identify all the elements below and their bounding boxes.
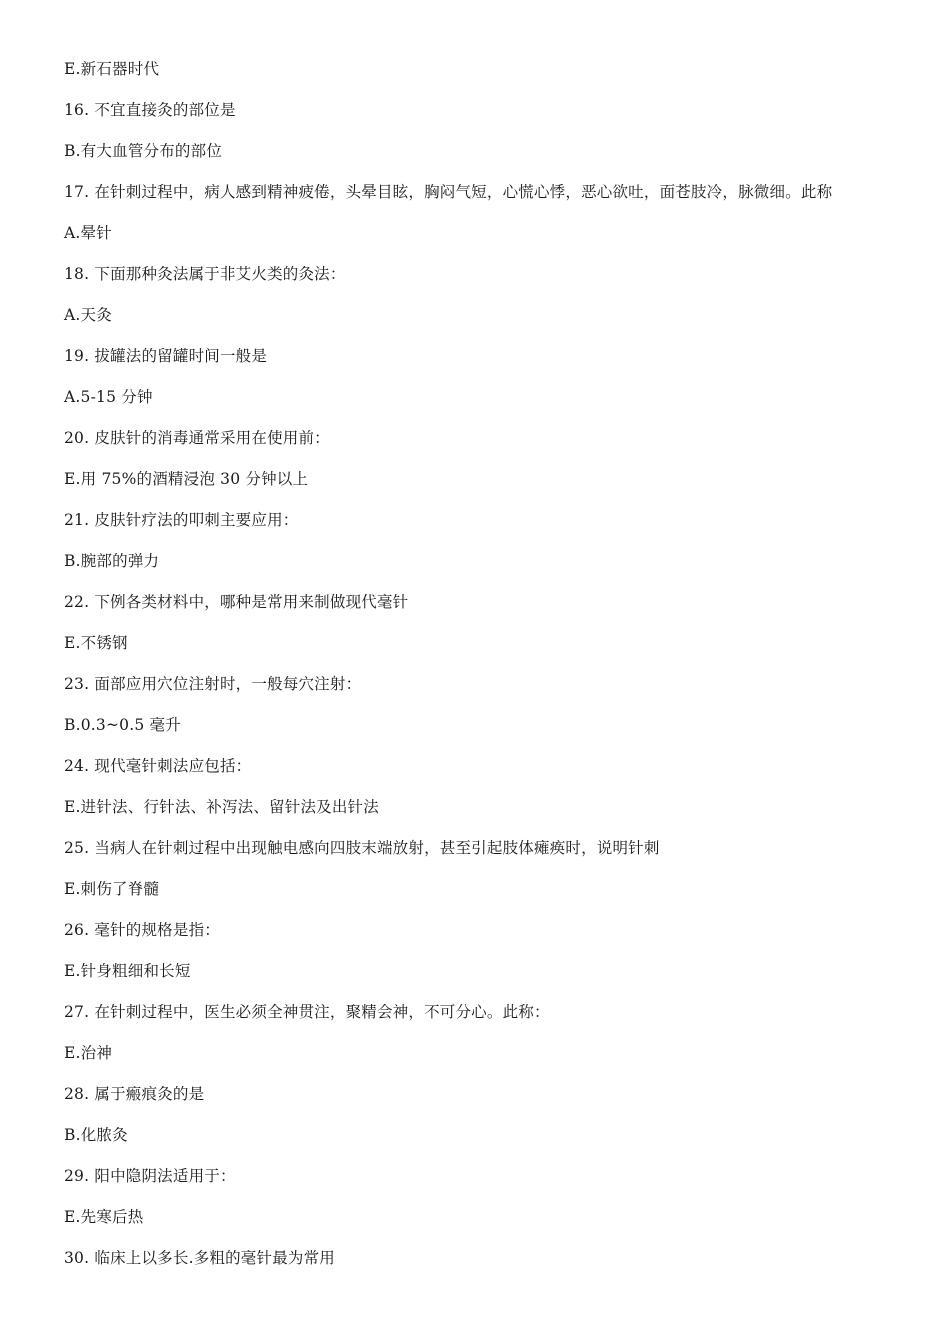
answer-line: B.有大血管分布的部位	[64, 142, 223, 160]
question-line: 20. 皮肤针的消毒通常采用在使用前：	[64, 429, 330, 447]
answer-line: B.化脓灸	[64, 1126, 128, 1144]
answer-line: A.晕针	[64, 224, 112, 242]
question-line: 23. 面部应用穴位注射时，一般每穴注射：	[64, 675, 362, 693]
question-line: 19. 拔罐法的留罐时间一般是	[64, 347, 268, 365]
answer-line: E.不锈钢	[64, 634, 128, 652]
question-line: 21. 皮肤针疗法的叩刺主要应用：	[64, 511, 299, 529]
answer-line: E.刺伤了脊髓	[64, 880, 160, 898]
question-line: 17. 在针刺过程中，病人感到精神疲倦，头晕目眩，胸闷气短，心慌心悸，恶心欲吐，面苍肢冷，脉微细。此称	[64, 183, 833, 201]
answer-line: E.进针法、行针法、补泻法、留针法及出针法	[64, 798, 379, 816]
question-line: 28. 属于瘢痕灸的是	[64, 1085, 205, 1103]
question-line: 29. 阳中隐阴法适用于：	[64, 1167, 236, 1185]
question-line: 25. 当病人在针刺过程中出现触电感向四肢末端放射，甚至引起肢体瘫痪时，说明针刺	[64, 839, 660, 857]
question-line: 27. 在针刺过程中，医生必须全神贯注，聚精会神，不可分心。此称：	[64, 1003, 550, 1021]
answer-line: A.天灸	[64, 306, 112, 324]
question-line: 18. 下面那种灸法属于非艾火类的灸法：	[64, 265, 346, 283]
question-line: 24. 现代毫针刺法应包括：	[64, 757, 252, 775]
answer-line: E.新石器时代	[64, 60, 160, 78]
answer-line: E.针身粗细和长短	[64, 962, 191, 980]
answer-line: B.0.3~0.5 毫升	[64, 716, 181, 734]
answer-line: E.用 75%的酒精浸泡 30 分钟以上	[64, 470, 309, 488]
answer-line: E.治神	[64, 1044, 113, 1062]
question-line: 30. 临床上以多长.多粗的毫针最为常用	[64, 1249, 336, 1267]
answer-line: B.腕部的弹力	[64, 552, 160, 570]
question-line: 26. 毫针的规格是指：	[64, 921, 220, 939]
answer-line: E.先寒后热	[64, 1208, 144, 1226]
answer-line: A.5-15 分钟	[64, 388, 153, 406]
question-line: 16. 不宜直接灸的部位是	[64, 101, 236, 119]
question-line: 22. 下例各类材料中，哪种是常用来制做现代毫针	[64, 593, 409, 611]
question-list	[64, 58, 924, 1288]
